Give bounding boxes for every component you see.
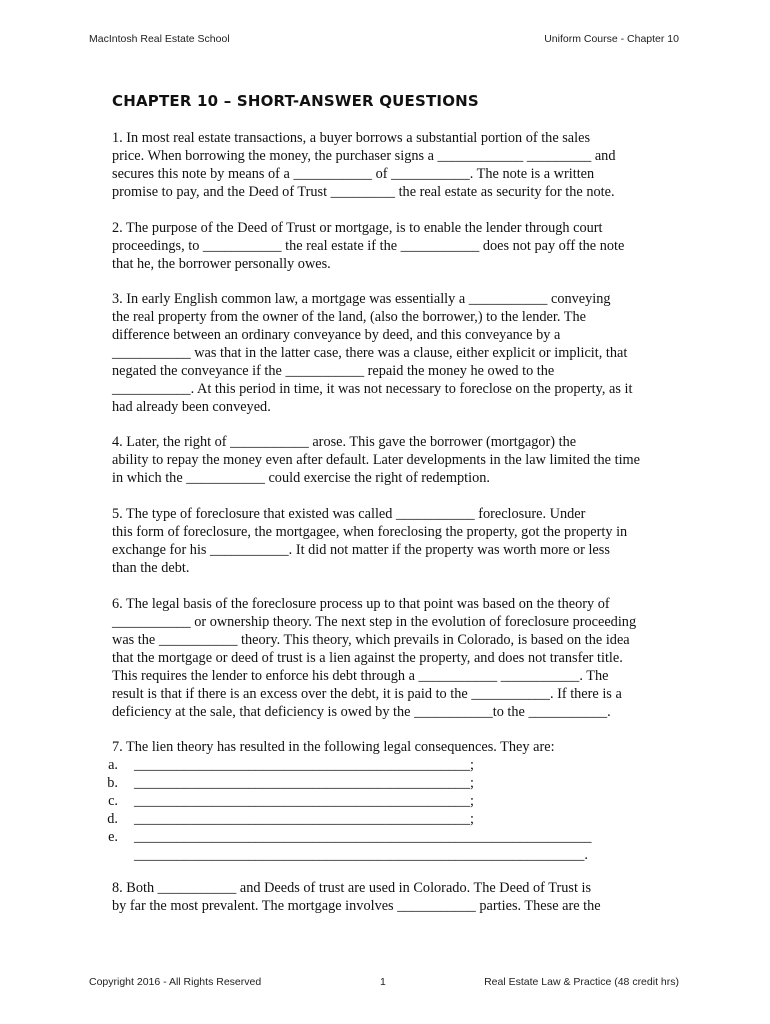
question-1-line: promise to pay, and the Deed of Trust _________ the real estate as security for the note. bbox=[112, 184, 615, 200]
question-6-line: that the mortgage or deed of trust is a lien against the property, and does not transfer title. bbox=[112, 650, 623, 666]
question-5-line: this form of foreclosure, the mortgagee, when foreclosing the property, got the property in bbox=[112, 524, 628, 540]
item-answer-line: ________________________________________________________________ bbox=[134, 829, 592, 845]
question-6 bbox=[112, 595, 684, 721]
question-3-line: had already been conveyed. bbox=[112, 399, 271, 415]
question-7-intro: 7. The lien theory has resulted in the following legal consequences. They are: bbox=[112, 739, 555, 755]
footer-copyright: Copyright 2016 - All Rights Reserved bbox=[89, 976, 262, 988]
item-answer-line: _______________________________________________; bbox=[134, 757, 474, 773]
item-label: a. bbox=[108, 757, 118, 773]
question-3-line: ___________. At this period in time, it was not necessary to foreclose on the property, as it bbox=[112, 381, 633, 397]
question-3-line: 3. In early English common law, a mortgage was essentially a ___________ conveying bbox=[112, 291, 611, 307]
question-1 bbox=[112, 129, 684, 201]
question-1-line: 1. In most real estate transactions, a buyer borrows a substantial portion of the sales bbox=[112, 130, 591, 146]
item-answer-line: _______________________________________________; bbox=[134, 793, 474, 809]
question-4-line: in which the ___________ could exercise the right of redemption. bbox=[112, 470, 490, 486]
question-2-line: that he, the borrower personally owes. bbox=[112, 256, 331, 272]
question-6-line: result is that if there is an excess over the debt, it is paid to the ___________. If there is a bbox=[112, 686, 622, 702]
question-3 bbox=[112, 290, 684, 416]
question-8 bbox=[112, 879, 684, 915]
question-5-line: 5. The type of foreclosure that existed was called ___________ foreclosure. Under bbox=[112, 506, 586, 522]
question-6-line: 6. The legal basis of the foreclosure process up to that point was based on the theory of bbox=[112, 596, 610, 612]
page-title: CHAPTER 10 – SHORT-ANSWER QUESTIONS bbox=[112, 92, 479, 110]
question-2-line: 2. The purpose of the Deed of Trust or mortgage, is to enable the lender through court bbox=[112, 220, 603, 236]
question-1-line: price. When borrowing the money, the purchaser signs a ____________ _________ and bbox=[112, 148, 616, 164]
question-5-line: than the debt. bbox=[112, 560, 190, 576]
question-3-line: negated the conveyance if the ___________ repaid the money he owed to the bbox=[112, 363, 555, 379]
question-6-line: This requires the lender to enforce his debt through a ___________ ___________. The bbox=[112, 668, 609, 684]
question-3-line: ___________ was that in the latter case, there was a clause, either explicit or implicit, that bbox=[112, 345, 628, 361]
question-8-line: 8. Both ___________ and Deeds of trust are used in Colorado. The Deed of Trust is bbox=[112, 880, 592, 896]
question-3-line: the real property from the owner of the land, (also the borrower,) to the lender. The bbox=[112, 309, 586, 325]
question-4-line: ability to repay the money even after default. Later developments in the law limited the time bbox=[112, 452, 641, 468]
question-8-line: by far the most prevalent. The mortgage involves ___________ parties. These are the bbox=[112, 898, 601, 914]
question-6-line: ___________ or ownership theory. The next step in the evolution of foreclosure proceeding bbox=[112, 614, 637, 630]
item-label: c. bbox=[108, 793, 118, 809]
question-7 bbox=[112, 738, 684, 756]
question-2-line: proceedings, to ___________ the real estate if the ___________ does not pay off the note bbox=[112, 238, 625, 254]
item-answer-line: _______________________________________________; bbox=[134, 775, 474, 791]
item-answer-line: _______________________________________________; bbox=[134, 811, 474, 827]
item-label: e. bbox=[108, 829, 118, 845]
question-4 bbox=[112, 433, 684, 487]
question-4-line: 4. Later, the right of ___________ arose. This gave the borrower (mortgagor) the bbox=[112, 434, 577, 450]
item-label: d. bbox=[107, 811, 118, 827]
question-6-line: deficiency at the sale, that deficiency is owed by the ___________to the ___________. bbox=[112, 704, 611, 720]
footer-course-title: Real Estate Law & Practice (48 credit hrs) bbox=[484, 976, 679, 988]
question-2 bbox=[112, 219, 684, 273]
question-5 bbox=[112, 505, 684, 577]
question-3-line: difference between an ordinary conveyance by deed, and this conveyance by a bbox=[112, 327, 561, 343]
header-school-name: MacIntosh Real Estate School bbox=[89, 33, 230, 45]
question-1-line: secures this note by means of a ___________ of ___________. The note is a written bbox=[112, 166, 595, 182]
page-number: 1 bbox=[380, 976, 386, 988]
item-answer-line: _______________________________________________________________. bbox=[134, 847, 588, 863]
item-label: b. bbox=[107, 775, 118, 791]
header-course-chapter: Uniform Course - Chapter 10 bbox=[544, 33, 679, 45]
question-5-line: exchange for his ___________. It did not matter if the property was worth more or less bbox=[112, 542, 610, 558]
question-6-line: was the ___________ theory. This theory, which prevails in Colorado, is based on the idea bbox=[112, 632, 630, 648]
